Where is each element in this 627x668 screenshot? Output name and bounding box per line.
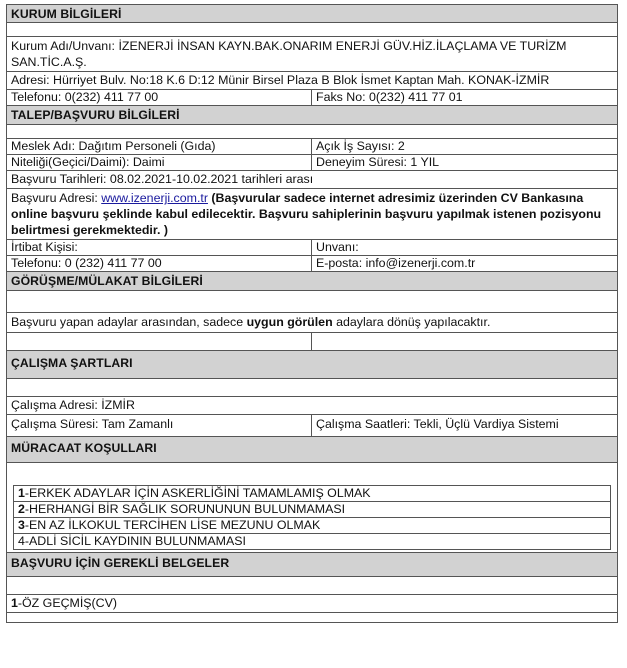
item-text: -ÖZ GEÇMİŞ(CV) xyxy=(17,596,118,610)
talep-contact-row xyxy=(6,256,618,272)
list-item xyxy=(14,517,610,533)
kurum-telefon: Telefonu: 0(232) 411 77 00 xyxy=(7,90,312,105)
muracaat-list-wrapper xyxy=(6,463,618,553)
talep-tarihler: Başvuru Tarihleri: 08.02.2021-10.02.2021 tarihleri arası xyxy=(6,171,618,189)
item-text: -EN AZ İLKOKUL TERCİHEN LİSE MEZUNU OLMAK xyxy=(24,518,321,532)
empty-cell xyxy=(7,333,312,350)
kurum-contact-row xyxy=(6,90,618,106)
gorusme-text xyxy=(6,313,618,333)
kurum-faks: Faks No: 0(232) 411 77 01 xyxy=(316,90,463,104)
website-link[interactable]: www.izenerji.com.tr xyxy=(101,191,208,205)
item-number: 3 xyxy=(18,518,25,532)
talep-adres-note: (Başvurular sadece internet adresimiz üzerinden CV Bankasına online başvuru şeklinde kabul edilecektir. Başvuru sahiplerinin başvuru yapılmak istenen pozisyonu belirtmesi gerekmektedir. ) xyxy=(11,191,602,237)
section-title: ÇALIŞMA ŞARTLARI xyxy=(11,356,133,370)
calisma-sure-row xyxy=(6,415,618,437)
kurum-unvan-value: İZENERJİ İNSAN KAYN.BAK.ONARIM ENERJİ GÜV.HİZ.İLAÇLAMA VE TURİZM SAN.TİC.A.Ş. xyxy=(11,39,567,69)
gorusme-text-after: adaylara dönüş yapılacaktır. xyxy=(336,315,491,329)
item-number: 1 xyxy=(18,486,25,500)
calisma-sure: Çalışma Süresi: Tam Zamanlı xyxy=(7,415,312,436)
kurum-unvan-row xyxy=(6,37,618,72)
list-item xyxy=(14,533,610,549)
item-number: 2 xyxy=(18,502,25,516)
empty-cell xyxy=(312,333,617,350)
talep-irtibat-row xyxy=(6,240,618,256)
talep-unvani: Unvanı: xyxy=(316,240,359,254)
muracaat-list xyxy=(13,485,611,550)
section-title: BAŞVURU İÇİN GEREKLİ BELGELER xyxy=(11,556,230,570)
spacer-row xyxy=(6,291,618,313)
talep-eposta: E-posta: info@izenerji.com.tr xyxy=(316,256,476,270)
gorusme-text-before: Başvuru yapan adaylar arasından, sadece xyxy=(11,315,244,329)
spacer-row xyxy=(6,125,618,139)
talep-acik-is: Açık İş Sayısı: 2 xyxy=(316,139,405,153)
spacer-row xyxy=(6,613,618,623)
section-header-talep xyxy=(6,106,618,125)
calisma-adres: Çalışma Adresi: İZMİR xyxy=(6,397,618,415)
talep-deneyim: Deneyim Süresi: 1 YIL xyxy=(316,155,440,169)
talep-adres-label: Başvuru Adresi: xyxy=(11,191,98,205)
kurum-adres-label: Adresi: xyxy=(11,73,50,87)
gorusme-text-bold: uygun görülen xyxy=(246,315,333,329)
talep-nitelik: Niteliği(Geçici/Daimi): Daimi xyxy=(7,155,312,170)
section-header-gorusme xyxy=(6,272,618,291)
section-header-belgeler xyxy=(6,553,618,577)
section-header-muracaat xyxy=(6,437,618,463)
kurum-adres-row xyxy=(6,72,618,90)
list-item xyxy=(14,486,610,501)
talep-adres-row xyxy=(6,189,618,240)
section-title: GÖRÜŞME/MÜLAKAT BİLGİLERİ xyxy=(11,274,203,288)
item-text: -ERKEK ADAYLAR İÇİN ASKERLİĞİNİ TAMAMLAMIŞ OLMAK xyxy=(24,486,371,500)
item-text: -ADLİ SİCİL KAYDININ BULUNMAMASI xyxy=(24,534,246,548)
section-title: MÜRACAAT KOŞULLARI xyxy=(11,441,157,455)
section-title: KURUM BİLGİLERİ xyxy=(11,7,122,21)
belgeler-item xyxy=(6,595,618,613)
gorusme-empty-row xyxy=(6,333,618,351)
list-item xyxy=(14,501,610,517)
kurum-unvan-label: Kurum Adı/Unvanı: xyxy=(11,39,115,53)
section-title: TALEP/BAŞVURU BİLGİLERİ xyxy=(11,108,180,122)
job-posting-form xyxy=(6,4,618,623)
talep-nitelik-row xyxy=(6,155,618,171)
spacer-row xyxy=(6,23,618,37)
talep-telefon: Telefonu: 0 (232) 411 77 00 xyxy=(7,256,312,271)
item-number: 1 xyxy=(11,596,18,610)
section-header-kurum xyxy=(6,4,618,23)
section-header-calisma xyxy=(6,351,618,379)
talep-meslek: Meslek Adı: Dağıtım Personeli (Gıda) xyxy=(7,139,312,154)
talep-irtibat: İrtibat Kişisi: xyxy=(7,240,312,255)
calisma-saatler: Çalışma Saatleri: Tekli, Üçlü Vardiya Sistemi xyxy=(316,417,559,431)
spacer-row xyxy=(6,577,618,595)
talep-meslek-row xyxy=(6,139,618,155)
kurum-adres-value: Hürriyet Bulv. No:18 K.6 D:12 Münir Birsel Plaza B Blok İsmet Kaptan Mah. KONAK-İZMİR xyxy=(53,73,550,87)
item-number: 4 xyxy=(18,534,25,548)
item-text: -HERHANGİ BİR SAĞLIK SORUNUNUN BULUNMAMASI xyxy=(24,502,346,516)
spacer-row xyxy=(6,379,618,397)
